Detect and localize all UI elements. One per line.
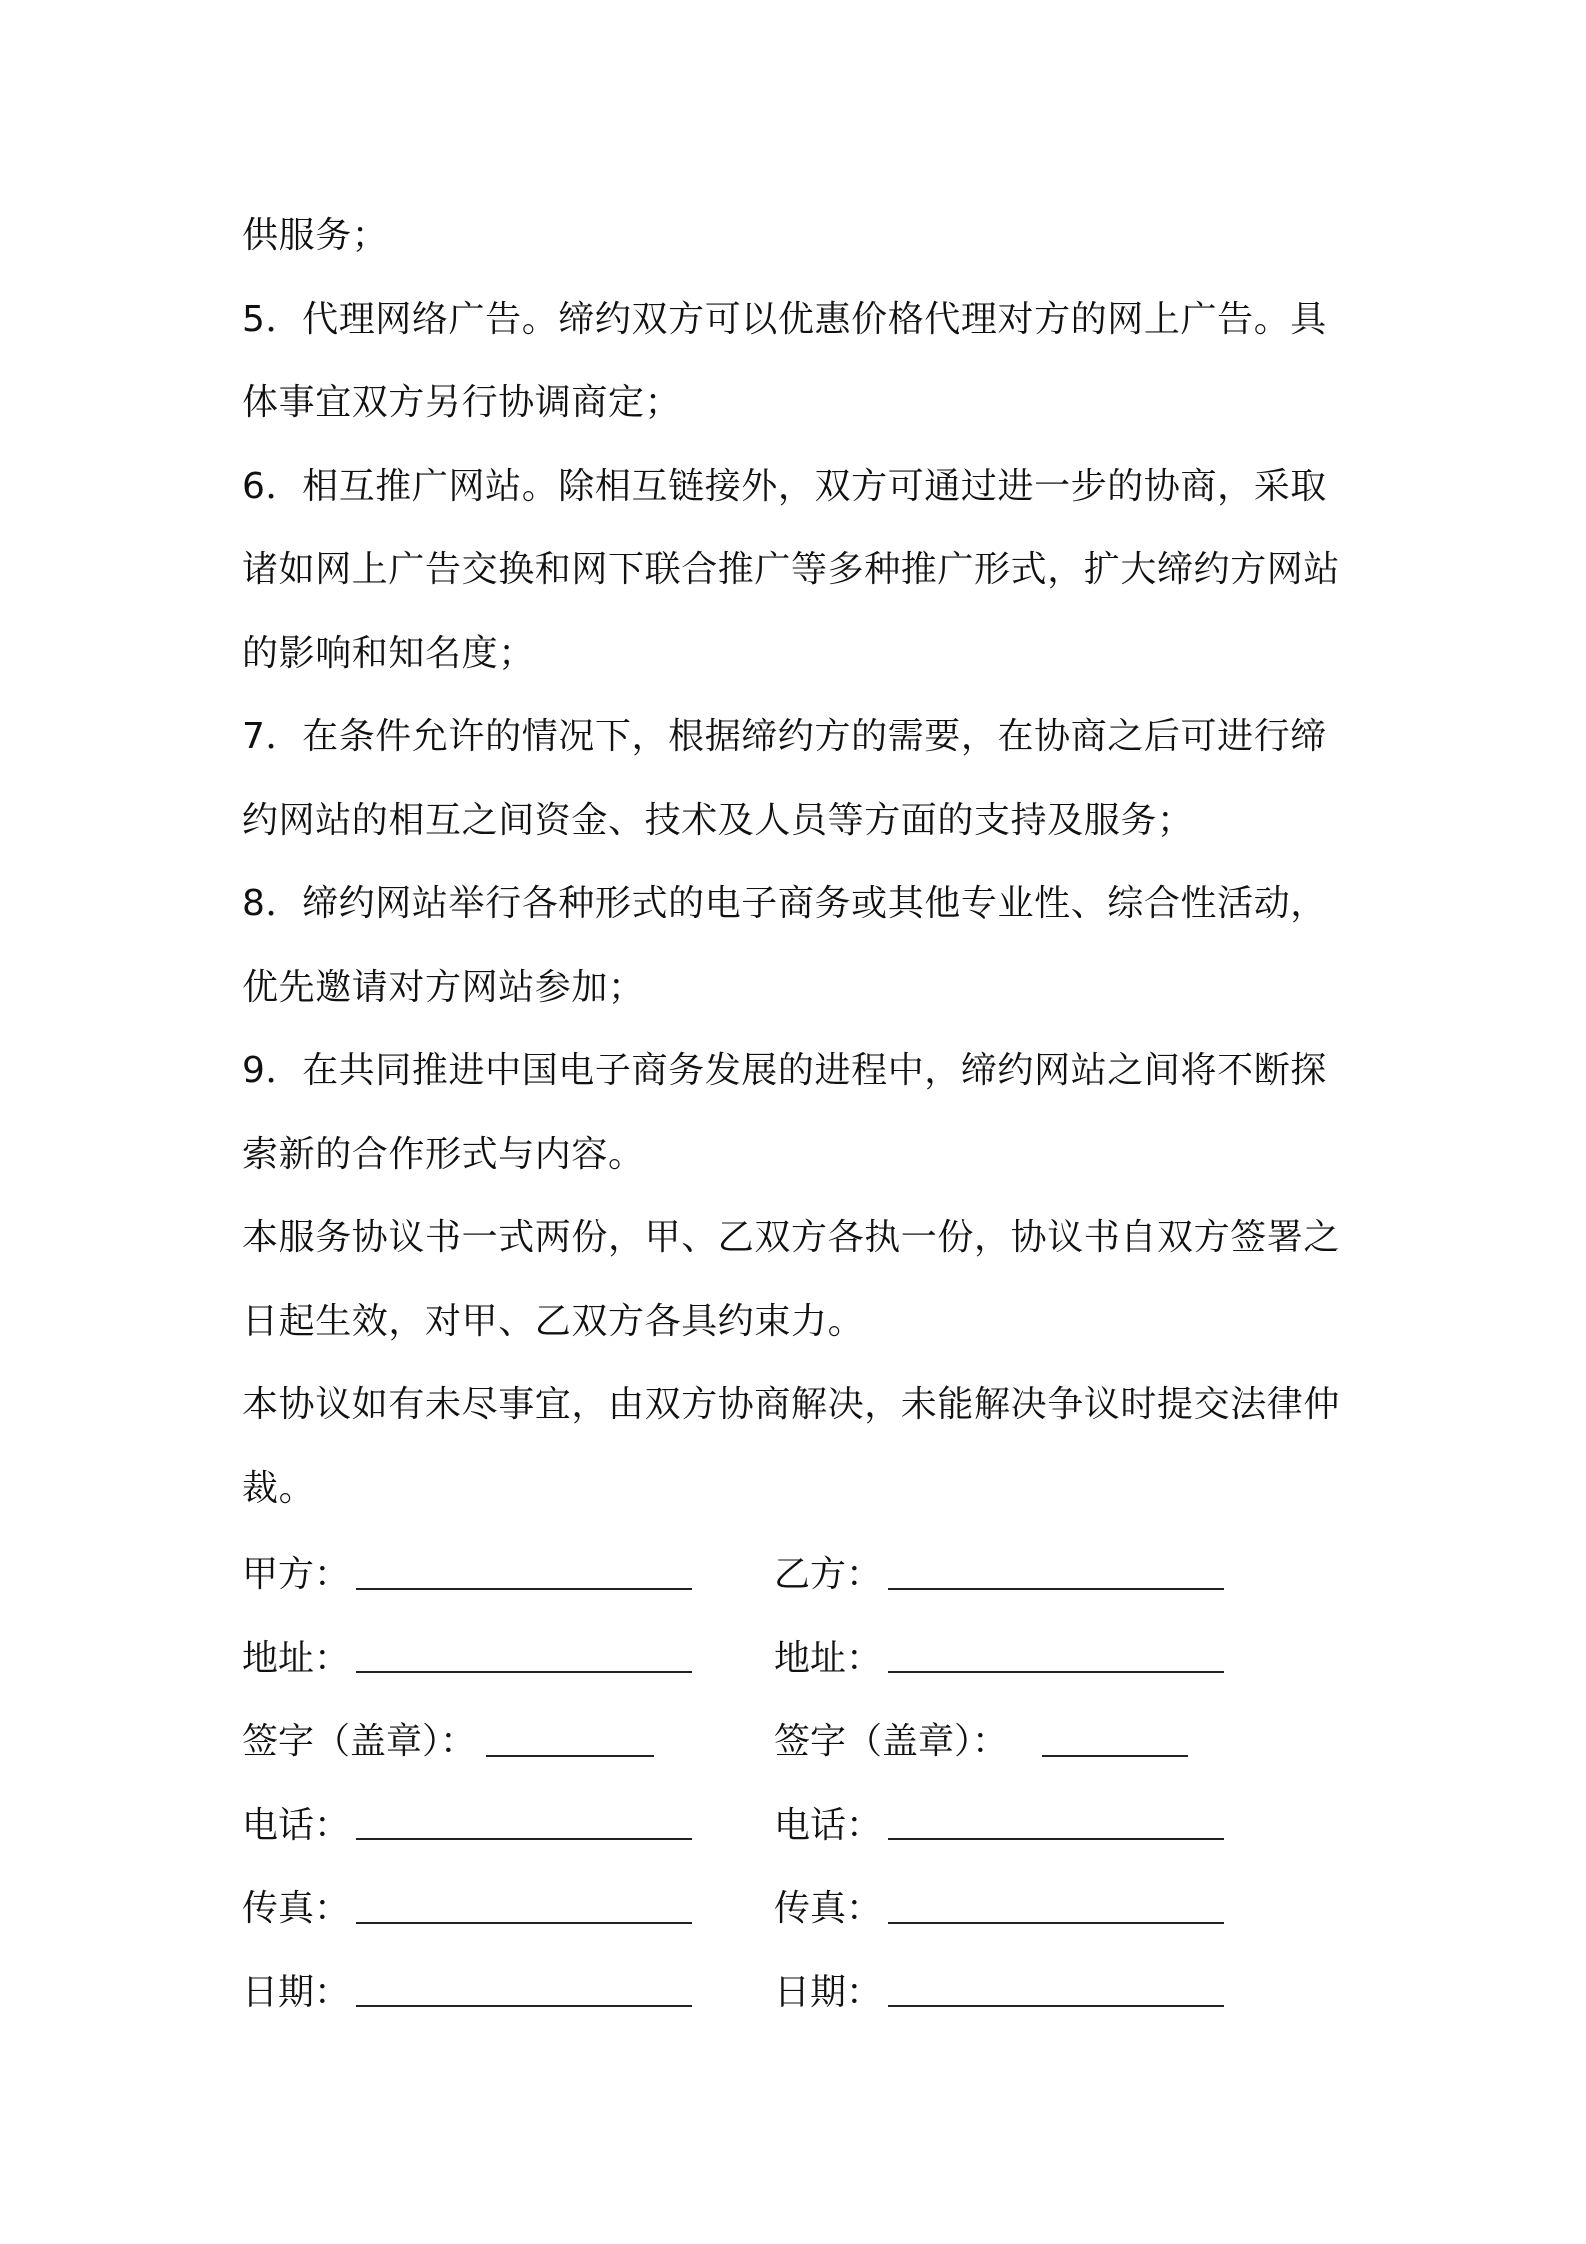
text-line: 9．在共同推进中国电子商务发展的进程中，缔约网站之间将不断探	[242, 1050, 1327, 1091]
document-body	[242, 194, 1352, 2031]
phone-a-label: 电话：	[242, 1804, 351, 1846]
clause-6	[242, 445, 1352, 696]
signature-row-date	[242, 1948, 1352, 2032]
text-line: 体事宜双方另行协调商定；	[242, 382, 682, 423]
text-line: 日起生效，对甲、乙双方各具约束力。	[242, 1300, 865, 1342]
text-line: 的影响和知名度；	[242, 632, 535, 674]
text-line: 6．相互推广网站。除相互链接外，双方可通过进一步的协商，采取	[242, 465, 1327, 507]
address-b-field	[774, 1630, 1334, 1681]
fax-a-blank[interactable]	[356, 1896, 692, 1924]
paragraph-continuation	[242, 194, 1352, 278]
phone-a-blank[interactable]	[356, 1812, 692, 1840]
clause-5	[242, 278, 1352, 445]
address-a-blank[interactable]	[356, 1645, 692, 1673]
address-b-blank[interactable]	[888, 1645, 1224, 1673]
phone-a-field	[242, 1797, 774, 1848]
phone-b-label: 电话：	[774, 1804, 883, 1846]
fax-a-field	[242, 1880, 774, 1931]
address-a-label: 地址：	[242, 1637, 351, 1679]
clause-8	[242, 862, 1352, 1029]
text-line: 5．代理网络广告。缔约双方可以优惠价格代理对方的网上广告。具	[242, 298, 1327, 340]
party-a-blank[interactable]	[356, 1562, 692, 1590]
party-b-label: 乙方：	[774, 1554, 883, 1596]
date-a-blank[interactable]	[356, 1979, 692, 2007]
seal-a-blank[interactable]	[486, 1729, 654, 1757]
seal-a-field	[242, 1713, 774, 1764]
text-line: 本服务协议书一式两份，甲、乙双方各执一份，协议书自双方签署之	[242, 1217, 1341, 1258]
address-b-label: 地址：	[774, 1637, 883, 1679]
clause-9	[242, 1029, 1352, 1196]
party-a-field	[242, 1546, 774, 1597]
party-b-field	[774, 1546, 1334, 1597]
fax-b-blank[interactable]	[888, 1896, 1224, 1924]
text-line: 索新的合作形式与内容。	[242, 1133, 645, 1175]
signature-row-fax	[242, 1864, 1352, 1948]
fax-b-label: 传真：	[774, 1888, 883, 1930]
signature-block	[242, 1530, 1352, 2031]
signature-row-phone	[242, 1781, 1352, 1865]
seal-b-blank[interactable]	[1042, 1729, 1188, 1757]
date-b-label: 日期：	[774, 1971, 883, 2013]
party-a-label: 甲方：	[242, 1554, 351, 1596]
text-line: 裁。	[242, 1467, 316, 1509]
dispute-clause	[242, 1363, 1352, 1530]
fax-a-label: 传真：	[242, 1888, 351, 1930]
seal-b-label: 签字（盖章）：	[774, 1721, 1009, 1763]
date-b-field	[774, 1964, 1334, 2015]
text-line: 约网站的相互之间资金、技术及人员等方面的支持及服务；	[242, 799, 1194, 841]
date-a-field	[242, 1964, 774, 2015]
text-line: 优先邀请对方网站参加；	[242, 966, 645, 1008]
date-a-label: 日期：	[242, 1971, 351, 2013]
party-b-blank[interactable]	[888, 1562, 1224, 1590]
date-b-blank[interactable]	[888, 1979, 1224, 2007]
text-line: 8．缔约网站举行各种形式的电子商务或其他专业性、综合性活动，	[242, 883, 1327, 924]
phone-b-blank[interactable]	[888, 1812, 1224, 1840]
signature-row-party	[242, 1530, 1352, 1614]
phone-b-field	[774, 1797, 1334, 1848]
text-line: 诸如网上广告交换和网下联合推广等多种推广形式，扩大缔约方网站	[242, 549, 1341, 590]
signature-row-address	[242, 1614, 1352, 1698]
fax-b-field	[774, 1880, 1334, 1931]
seal-a-label: 签字（盖章）：	[242, 1721, 477, 1763]
address-a-field	[242, 1630, 774, 1681]
seal-b-field	[774, 1713, 1334, 1764]
copies-clause	[242, 1196, 1352, 1363]
text-line: 本协议如有未尽事宜，由双方协商解决，未能解决争议时提交法律仲	[242, 1384, 1341, 1425]
clause-7	[242, 695, 1352, 862]
text-line: 7．在条件允许的情况下，根据缔约方的需要，在协商之后可进行缔	[242, 716, 1327, 757]
text-line: 供服务；	[242, 215, 389, 256]
signature-row-seal	[242, 1697, 1352, 1781]
